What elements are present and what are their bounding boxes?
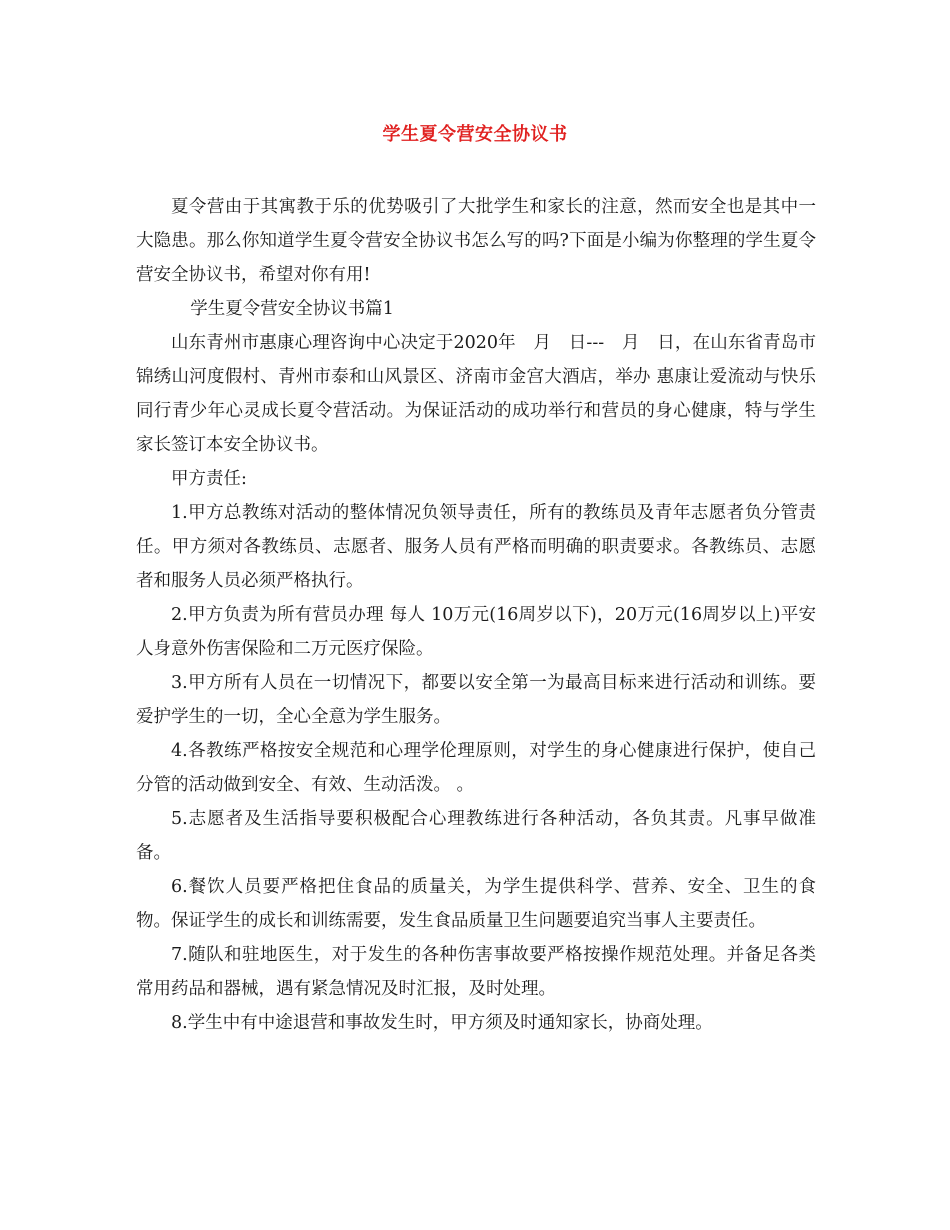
clause-6: 6.餐饮人员要严格把住食品的质量关，为学生提供科学、营养、安全、卫生的食物。保证学生的成长和训练需要，发生食品质量卫生问题要追究当事人主要责任。 (136, 877, 816, 931)
party-a-heading: 甲方责任: (171, 469, 247, 489)
intro-paragraph: 夏令营由于其寓教于乐的优势吸引了大批学生和家长的注意，然而安全也是其中一大隐患。那么你知道学生夏令营安全协议书怎么写的吗?下面是小编为你整理的学生夏令营安全协议书，希望对你有用! (136, 197, 816, 285)
clause-3: 3.甲方所有人员在一切情况下，都要以安全第一为最高目标来进行活动和训练。要爱护学生的一切，全心全意为学生服务。 (136, 673, 816, 727)
clause-2: 2.甲方负责为所有营员办理 每人 10万元(16周岁以下)，20万元(16周岁以上)平安人身意外伤害保险和二万元医疗保险。 (136, 605, 816, 659)
clause-1: 1.甲方总教练对活动的整体情况负领导责任，所有的教练员及青年志愿者负分管责任。甲方须对各教练员、志愿者、服务人员有严格而明确的职责要求。各教练员、志愿者和服务人员必须严格执行。 (136, 503, 816, 591)
section-heading: 学生夏令营安全协议书篇1 (190, 299, 394, 319)
clause-8: 8.学生中有中途退营和事故发生时，甲方须及时通知家长，协商处理。 (171, 1013, 713, 1033)
clause-5: 5.志愿者及生活指导要积极配合心理教练进行各种活动，各负其责。凡事早做准备。 (136, 809, 816, 863)
clause-7: 7.随队和驻地医生，对于发生的各种伤害事故要严格按操作规范处理。并备足各类常用药品和器械，遇有紧急情况及时汇报，及时处理。 (136, 945, 816, 999)
document-body (136, 190, 816, 1040)
document-title: 学生夏令营安全协议书 (382, 124, 568, 145)
paragraph-organizer: 山东青州市惠康心理咨询中心决定于2020年 月 日--- 月 日，在山东省青岛市锦绣山河度假村、青州市泰和山风景区、济南市金宫大酒店，举办 惠康让爱流动与快乐同行青少年心灵成长夏令营活动。为保证活动的成功举行和营员的身心健康，特与学生家长签订本安全协议书。 (136, 333, 816, 455)
clause-4: 4.各教练严格按安全规范和心理学伦理原则，对学生的身心健康进行保护，使自己分管的活动做到安全、有效、生动活泼。 。 (136, 741, 816, 795)
